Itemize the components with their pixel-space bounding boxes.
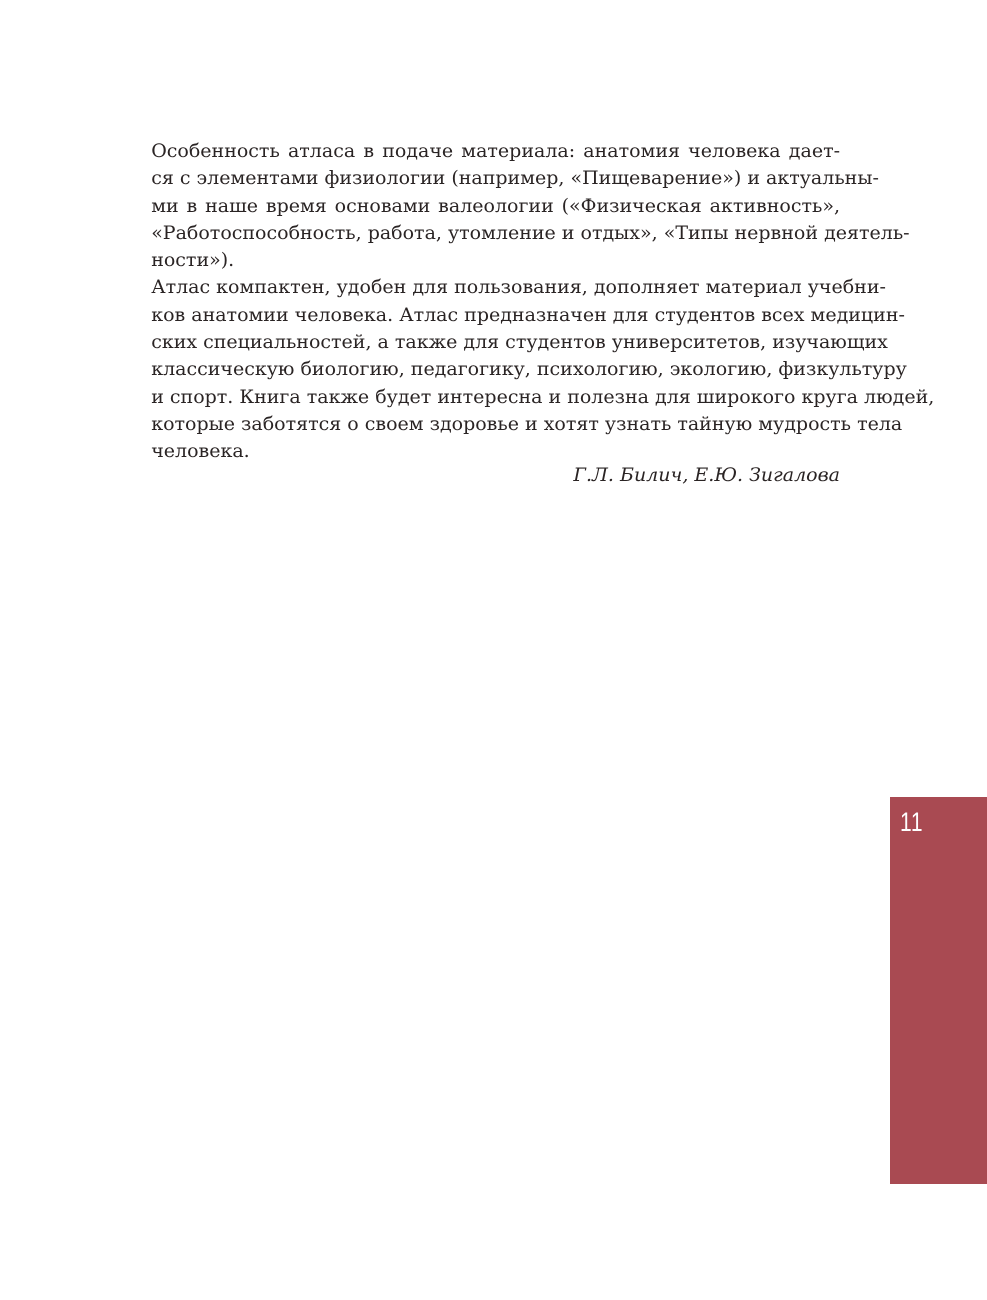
text-line: ся с элементами физиологии (например, «Пищеварение») и актуальны- — [151, 167, 879, 190]
text-line: человека. — [151, 440, 250, 463]
text-line: ков анатомии человека. Атлас предназначен для студентов всех медицин- — [151, 303, 905, 326]
text-line: «Работоспособность, работа, утомление и отдых», «Типы нервной деятель- — [151, 221, 910, 244]
paragraph-audience — [117, 274, 935, 465]
text-line: ских специальностей, а также для студентов университетов, изучающих — [151, 331, 888, 354]
text-line: которые заботятся о своем здоровье и хотят узнать тайную мудрость тела — [151, 412, 903, 435]
text-line: классическую биологию, педагогику, психологию, экологию, физкультуру — [151, 358, 907, 381]
chapter-thumb-tab — [890, 797, 987, 1184]
main-text — [117, 138, 935, 466]
text-line: и спорт. Книга также будет интересна и полезна для широкого круга людей, — [151, 385, 935, 408]
paragraph-features — [117, 138, 910, 274]
page-number: 11 — [900, 807, 924, 837]
text-line: Особенность атласа в подаче материала: анатомия человека дает- — [151, 140, 840, 162]
author-signature: Г.Л. Билич, Е.Ю. Зигалова — [573, 464, 840, 486]
text-line: Атлас компактен, удобен для пользования, дополняет материал учебни- — [151, 276, 886, 299]
text-line: ности»). — [151, 249, 235, 272]
text-line: ми в наше время основами валеологии («Физическая активность», — [151, 194, 840, 217]
